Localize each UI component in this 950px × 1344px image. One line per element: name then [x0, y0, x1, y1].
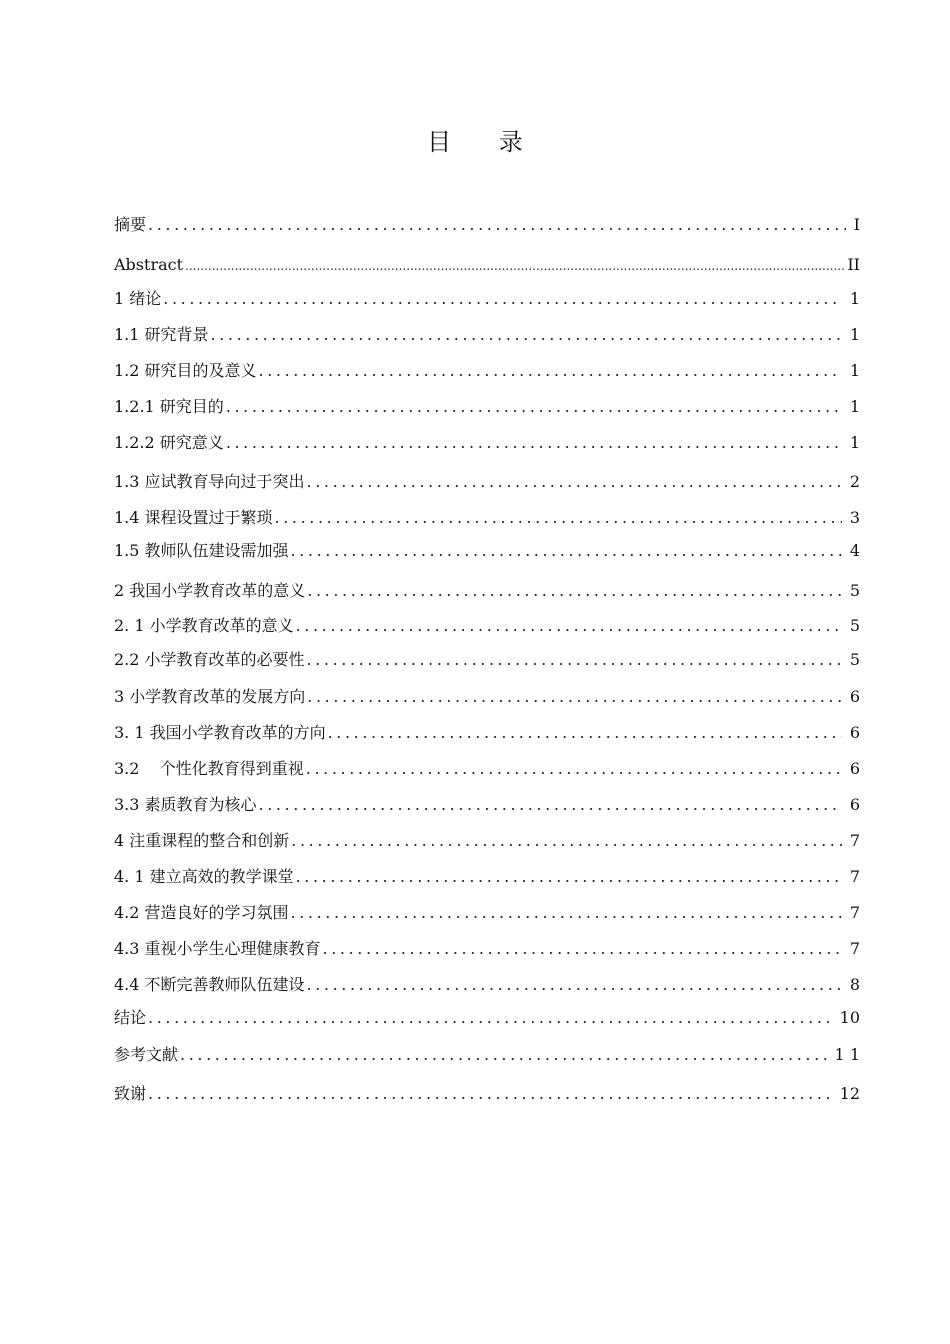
toc-entry-label: 4 注重课程的整合和创新: [114, 831, 290, 850]
toc-entry-label: 1.2.1 研究目的: [114, 397, 224, 416]
page-title: 目 录: [427, 128, 543, 156]
toc-entry-page: 6: [849, 687, 860, 706]
toc-entry-page: 3: [849, 508, 860, 527]
toc-entry-page: 10: [839, 1008, 860, 1027]
toc-entry-1-3[interactable]: [114, 471, 860, 493]
toc-entry-2-1[interactable]: [114, 615, 860, 637]
toc-entry-1-2-1[interactable]: [114, 396, 860, 418]
toc-dot-leader: [307, 649, 842, 671]
toc-entry-label: 4.3 重视小学生心理健康教育: [114, 939, 321, 958]
toc-dot-leader: [307, 686, 842, 708]
toc-entry-4-4[interactable]: [114, 974, 860, 996]
toc-dot-leader: [275, 507, 842, 529]
toc-entry-label: 2. 1 小学教育改革的意义: [114, 616, 294, 635]
toc-entry-label: 摘要: [114, 215, 147, 234]
toc-entry-3-1[interactable]: [114, 722, 860, 744]
toc-dot-leader: [291, 902, 842, 924]
toc-entry-label: Abstract: [114, 255, 184, 274]
toc-dot-leader: [148, 1007, 834, 1029]
toc-entry-label: 1.4 课程设置过于繁琐: [114, 508, 273, 527]
toc-dot-leader: [163, 288, 842, 310]
toc-entry-page: 6: [849, 759, 860, 778]
toc-entry-page: 1 1: [834, 1045, 860, 1064]
toc-dot-leader: [226, 432, 842, 454]
toc-entry-page: 12: [839, 1084, 860, 1103]
toc-dot-leader: [296, 615, 842, 637]
toc-entry-1-2[interactable]: [114, 360, 860, 382]
toc-entry-page: 8: [849, 975, 860, 994]
toc-entry-page: 1: [849, 289, 860, 308]
toc-dot-leader: [148, 1083, 834, 1105]
toc-entry-1-2-2[interactable]: [114, 432, 860, 454]
toc-entry-label: 1.2 研究目的及意义: [114, 361, 257, 380]
toc-dot-leader: [291, 830, 842, 852]
toc-dot-leader: [226, 396, 842, 418]
toc-entry-label: 2.2 小学教育改革的必要性: [114, 650, 305, 669]
toc-entry-page: II: [847, 255, 860, 274]
toc-dot-leader: [148, 214, 846, 236]
toc-entry-references[interactable]: [114, 1044, 860, 1066]
toc-entry-page: 1: [849, 433, 860, 452]
toc-entry-label: 1.5 教师队伍建设需加强: [114, 541, 289, 560]
toc-entry-label: 1.1 研究背景: [114, 325, 209, 344]
toc-dot-leader: [307, 974, 842, 996]
toc-dot-leader: [296, 866, 842, 888]
toc-dot-leader: [180, 1044, 829, 1066]
toc-entry-label: 4. 1 建立高效的教学课堂: [114, 867, 294, 886]
toc-entry-abstract-en[interactable]: [114, 254, 860, 276]
toc-entry-label: 参考文献: [114, 1045, 179, 1064]
toc-dot-leader: [307, 580, 842, 602]
toc-dot-leader: [307, 471, 842, 493]
toc-entry-3[interactable]: [114, 686, 860, 708]
toc-entry-page: 1: [849, 361, 860, 380]
toc-entry-label: 2 我国小学教育改革的意义: [114, 581, 306, 600]
toc-entry-1-1[interactable]: [114, 324, 860, 346]
toc-entry-page: 6: [849, 723, 860, 742]
toc-dot-leader: [185, 255, 845, 277]
toc-entry-label: 3. 1 我国小学教育改革的方向: [114, 723, 326, 742]
toc-dot-leader: [259, 794, 842, 816]
toc-entry-label: 致谢: [114, 1084, 147, 1103]
toc-entry-label: 4.2 营造良好的学习氛围: [114, 903, 289, 922]
toc-entry-label: 3 小学教育改革的发展方向: [114, 687, 306, 706]
toc-dot-leader: [328, 722, 842, 744]
toc-entry-label: 结论: [114, 1008, 147, 1027]
toc-entry-page: 5: [849, 650, 860, 669]
toc-entry-conclusion[interactable]: [114, 1007, 860, 1029]
toc-entry-label: 1.3 应试教育导向过于突出: [114, 472, 305, 491]
toc-entry-page: 1: [849, 397, 860, 416]
toc-entry-label: 3.2 个性化教育得到重视: [114, 759, 304, 778]
toc-entry-label: 1 绪论: [114, 289, 162, 308]
toc-entry-4-2[interactable]: [114, 902, 860, 924]
toc-entry-page: 5: [849, 581, 860, 600]
toc-entry-page: 7: [849, 903, 860, 922]
toc-entry-page: 2: [849, 472, 860, 491]
toc-entry-1-4[interactable]: [114, 507, 860, 529]
toc-entry-acknowledgements[interactable]: [114, 1083, 860, 1105]
toc-entry-page: 7: [849, 939, 860, 958]
toc-entry-page: 5: [849, 616, 860, 635]
toc-dot-leader: [259, 360, 842, 382]
toc-entry-3-2[interactable]: [114, 758, 860, 780]
toc-entry-1[interactable]: [114, 288, 860, 310]
toc-entry-3-3[interactable]: [114, 794, 860, 816]
toc-entry-label: 3.3 素质教育为核心: [114, 795, 257, 814]
toc-entry-page: 7: [849, 831, 860, 850]
toc-dot-leader: [291, 540, 842, 562]
toc-entry-page: I: [853, 215, 860, 234]
toc-entry-1-5[interactable]: [114, 540, 860, 562]
toc-entry-4[interactable]: [114, 830, 860, 852]
toc-entry-label: 1.2.2 研究意义: [114, 433, 224, 452]
toc-entry-4-1[interactable]: [114, 866, 860, 888]
toc-entry-2-2[interactable]: [114, 649, 860, 671]
toc-entry-4-3[interactable]: [114, 938, 860, 960]
toc-entry-page: 4: [849, 541, 860, 560]
toc-dot-leader: [306, 758, 842, 780]
toc-entry-abstract-cn[interactable]: [114, 214, 860, 236]
toc-dot-leader: [323, 938, 842, 960]
toc-entry-page: 6: [849, 795, 860, 814]
toc-entry-label: 4.4 不断完善教师队伍建设: [114, 975, 305, 994]
toc-entry-page: 7: [849, 867, 860, 886]
toc-dot-leader: [211, 324, 842, 346]
toc-entry-page: 1: [849, 325, 860, 344]
toc-entry-2[interactable]: [114, 580, 860, 602]
